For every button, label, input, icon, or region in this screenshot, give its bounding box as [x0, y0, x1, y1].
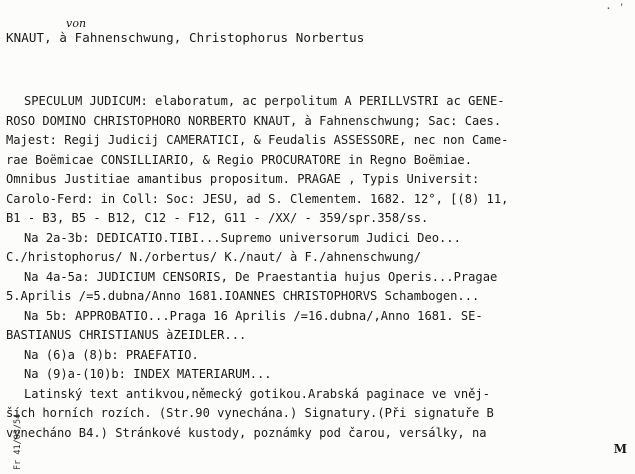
text-line: Latinský text antikvou,německý gotikou.Arabská paginace ve vněj-	[24, 386, 490, 401]
handwritten-von: von	[66, 17, 87, 30]
text-line: vynecháno B4.) Stránkové kustody, poznámky pod čarou, versálky, na	[6, 425, 487, 440]
text-line: rae Boëmicae CONSILLIARIO, & Regio PROCURATORE in Regno Boëmiae.	[6, 152, 472, 167]
text-line: Omnibus Justitiae amantibus propositum. PRAGAE , Typis Universit:	[6, 172, 480, 186]
text-line: C./hristophorus/ N./orbertus/ K./naut/ à F./ahnenschwung/	[6, 250, 422, 264]
text-line: Na 2a-3b: DEDICATIO.TIBI...Supremo universorum Judici Deo...	[24, 230, 461, 245]
text-line: Carolo-Ferd: in Coll: Soc: JESU, ad S. Clementem. 1682. 12°, [(8) 11,	[6, 191, 509, 206]
text-line: BASTIANUS CHRISTIANUS àZEIDLER...	[6, 328, 247, 342]
text-line: ROSO DOMINO CHRISTOPHORO NORBERTO KNAUT, à Fahnenschwung; Sac: Caes.	[6, 113, 502, 128]
text-line: SPECULUM JUDICUM: elaboratum, ac perpolitum A PERILLVSTRI ac GENE-	[24, 94, 505, 108]
card-body	[6, 92, 606, 443]
side-identifier: Fr 41/03/54	[13, 413, 23, 470]
corner-letter: M	[613, 442, 627, 456]
card-heading	[6, 17, 606, 45]
text-line: ších horních rozích. (Str.90 vynechána.) Signatury.(Při signatuře B	[6, 406, 494, 420]
text-line: Na (6)a (8)b: PRAEFATIO.	[24, 347, 199, 362]
text-line: Na 5b: APPROBATIO...Praga 16 Aprilis /=16.dubna/,Anno 1681. SE-	[24, 308, 483, 323]
text-line: Majest: Regij Judicij CAMERATICI, & Feudalis ASSESSORE, nec non Came-	[6, 133, 509, 147]
text-line: Na 4a-5a: JUDICIUM CENSORIS, De Praestantia hujus Operis...Pragae	[24, 269, 498, 284]
heading-text: KNAUT, à Fahnenschwung, Christophorus Norbertus	[6, 30, 365, 45]
text-line: Na (9)a-(10)b: INDEX MATERIARUM...	[24, 367, 272, 381]
corner-mark: · ʹ	[605, 2, 625, 15]
text-line: 5.Aprilis /=5.dubna/Anno 1681.IOANNES CHRISTOPHORVS Schambogen...	[6, 289, 480, 303]
text-line: B1 - B3, B5 - B12, C12 - F12, G11 - /XX/ - 359/spr.358/ss.	[6, 211, 429, 225]
